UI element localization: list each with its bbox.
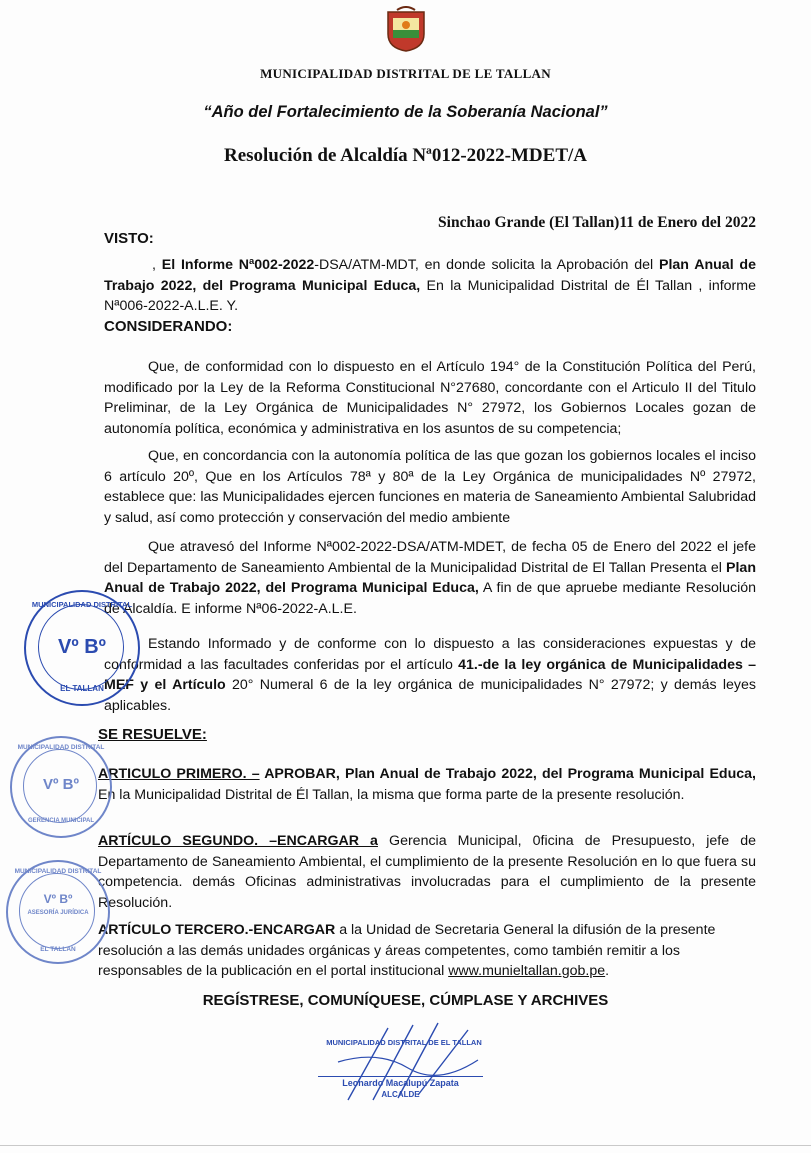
visto-heading: VISTO:: [104, 230, 154, 247]
signature-line: [318, 1076, 483, 1077]
year-motto: “Año del Fortalecimiento de la Soberanía Nacional”: [203, 103, 608, 121]
vobo-stamp-2: MUNICIPALIDAD DISTRITAL Vº Bº GERENCIA MUNICIPAL: [10, 736, 112, 838]
considerando-paragraph-2: Que, en concordancia con la autonomía política de las que gozan los gobiernos locales el inciso 6 artículo 20º, Que en los Artículos 78ª y 80ª de la Ley Orgánica de municipalidades Nº 27972, establece que: las Municipalidades ejercen funciones en materia de Saneamiento Ambiental Salubridad y salud, así como protección y conservación del medio ambiente: [104, 448, 756, 526]
considerando-paragraph-1: Que, de conformidad con lo dispuesto en el Artículo 194° de la Constitución Política del Perú, modificado por la Ley de la Reforma Constitucional N°27680, concordante con el Articulo II del Titulo Preliminar, de la Ley Orgánica de Municipalidades N° 27972, los Gobiernos Locales gozan de autonomía política, económica y administrativa en los asuntos de su competencia;: [104, 359, 756, 437]
article-second: ARTÍCULO SEGUNDO. –ENCARGAR a Gerencia Municipal, 0ficina de Presupuesto, jefe de Departamento de Saneamiento Ambiental, el cumplimiento de la presente Resolución en lo que fuera su competencia. demás Oficinas administrativas involucradas para el cumplimiento de la presente Resolución.: [98, 833, 756, 911]
closing-formula: REGÍSTRESE, COMUNÍQUESE, CÚMPLASE Y ARCHIVES: [202, 992, 609, 1009]
considerando-paragraph-4: Estando Informado y de conforme con lo dispuesto a las consideraciones expuestas y de conformidad a las facultades conferidas por el artículo 41.-de la ley orgánica de Municipalidades –MEF y el Artículo 20° Numeral 6 de la ley orgánica de municipalidades N° 27972; y demás leyes aplicables.: [104, 636, 756, 714]
resuelve-heading: SE RESUELVE:: [98, 726, 207, 743]
signature-role: ALCALDE: [381, 1090, 420, 1099]
place-date: Sinchao Grande (El Tallan)11 de Enero del 2022: [438, 214, 756, 231]
article-third: ARTÍCULO TERCERO.-ENCARGAR a la Unidad de Secretaria General la difusión de la presente resolución a las demás unidades orgánicas y áreas competentes, como también remitir a los responsables de la publicación en el portal institucional www.munieltallan.gob.pe.: [98, 922, 716, 979]
mayor-signature-block: [318, 1020, 488, 1110]
institution-name: MUNICIPALIDAD DISTRITAL DE LE TALLAN: [260, 66, 551, 81]
vobo-stamp-1: MUNICIPALIDAD DISTRITAL Vº Bº EL TALLAN: [24, 590, 140, 706]
considerando-paragraph-3: Que atravesó del Informe Nª002-2022-DSA/ATM-MDET, de fecha 05 de Enero del 2022 el jefe del Departamento de Saneamiento Ambiental de la Municipalidad Distrital de El Tallan Presenta el Plan Anual de Trabajo 2022, del Programa Municipal Educa, A fin de que apruebe mediante Resolución de Alcaldía. E informe Nª06-2022-A.L.E.: [104, 539, 756, 617]
signature-name: Leonardo Macalupú Zapata: [342, 1078, 459, 1088]
visto-paragraph: , El Informe Nª002-2022-DSA/ATM-MDT, en donde solicita la Aprobación del Plan Anual de Trabajo 2022, del Programa Municipal Educa, En la Municipalidad Distrital de Él Tallan , informe Nª006-2022-A.L.E. Y.: [104, 257, 756, 314]
portal-link[interactable]: www.munieltallan.gob.pe: [448, 963, 606, 979]
considerando-heading: CONSIDERANDO:: [104, 318, 233, 335]
signature-entity: MUNICIPALIDAD DISTRITAL DE EL TALLAN: [326, 1038, 482, 1047]
municipal-crest-logo: [385, 6, 427, 52]
article-first: ARTICULO PRIMERO. – APROBAR, Plan Anual de Trabajo 2022, del Programa Municipal Educa, En la Municipalidad Distrital de Él Tallan, la misma que forma parte de la presente resolución.: [98, 766, 756, 803]
page-bottom-rule: [0, 1145, 811, 1146]
vobo-stamp-3: MUNICIPALIDAD DISTRITAL Vº Bº ASESORÍA JURÍDICA EL TALLAN: [6, 860, 110, 964]
resolution-title: Resolución de Alcaldía Nª012-2022-MDET/A: [223, 145, 587, 166]
